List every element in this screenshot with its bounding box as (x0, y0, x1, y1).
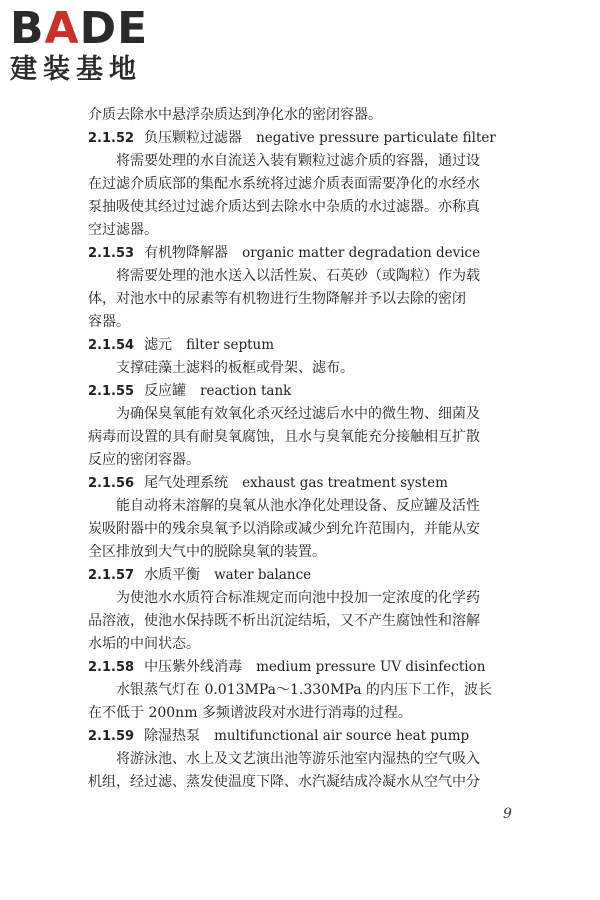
definition-line: 水垢的中间状态。 (88, 636, 200, 652)
entry-term: 尾气处理系统 (144, 475, 229, 491)
continuation-line: 介质去除水中悬浮杂质达到净化水的密闭容器。 (88, 107, 382, 123)
entry-heading (88, 725, 528, 748)
entry-term: 水质平衡 (144, 567, 201, 583)
logo-wordmark (10, 3, 180, 54)
definition-line: 体，对池水中的尿素等有机物进行生物降解并予以去除的密闭 (88, 291, 466, 307)
entry-english-term: organic matter degradation device (242, 245, 481, 261)
entry-term: 除湿热泵 (144, 728, 201, 744)
definition-line: 反应的密闭容器。 (88, 452, 200, 468)
entry-term: 反应罐 (144, 383, 187, 399)
entry-heading (88, 334, 528, 357)
definition-line: 泵抽吸使其经过过滤介质达到去除水中杂质的水过滤器。亦称真 (88, 199, 480, 215)
entry-english-term: exhaust gas treatment system (242, 475, 448, 491)
entry-term: 中压紫外线消毒 (144, 659, 243, 675)
entry-number: 2.1.56 (88, 476, 135, 491)
entry-number: 2.1.59 (88, 729, 135, 744)
entry-heading (88, 472, 528, 495)
entry-english-term: medium pressure UV disinfection (256, 659, 486, 675)
entry-term: 滤元 (144, 337, 173, 353)
document-body (88, 104, 528, 794)
definition-line: 能自动将未溶解的臭氧从池水净化处理设备、反应罐及活性 (116, 498, 480, 514)
entry-term: 有机物降解器 (144, 245, 229, 261)
definition-line: 炭吸附器中的残余臭氧予以消除或减少到允许范围内，并能从安 (88, 521, 480, 537)
logo-letter-b: B (10, 3, 45, 54)
entry-term: 负压颗粒过滤器 (144, 130, 243, 146)
definition-line: 容器。 (88, 314, 130, 330)
entry-heading (88, 242, 528, 265)
entry-english-term: water balance (214, 567, 312, 583)
definition-line: 在过滤介质底部的集配水系统将过滤介质表面需要净化的水经水 (88, 176, 480, 192)
entry-number: 2.1.55 (88, 384, 135, 399)
logo-letter-a: A (44, 3, 80, 54)
bade-logo (10, 3, 180, 86)
definition-line: 病毒而设置的具有耐臭氧腐蚀，且水与臭氧能充分接触相互扩散 (88, 429, 480, 445)
definition-line: 在不低于 200nm 多频谱波段对水进行消毒的过程。 (88, 705, 412, 721)
entry-heading (88, 564, 528, 587)
page-number: 9 (503, 806, 512, 822)
definition-line: 全区排放到大气中的脱除臭氧的装置。 (88, 544, 326, 560)
definition-line: 支撑硅藻土滤料的板框或骨架、滤布。 (116, 360, 354, 376)
entry-english-term: negative pressure particulate filter (256, 130, 496, 146)
entry-heading (88, 127, 528, 150)
entry-heading (88, 656, 528, 679)
definition-line: 空过滤器。 (88, 222, 158, 238)
definition-line: 将需要处理的池水送入以活性炭、石英砂（或陶粒）作为载 (116, 268, 480, 284)
entry-english-term: filter septum (186, 337, 275, 353)
entry-english-term: reaction tank (200, 383, 292, 399)
definition-line: 将需要处理的水自流送入装有颗粒过滤介质的容器，通过设 (116, 153, 480, 169)
definition-line: 品溶液，使池水保持既不析出沉淀结垢，又不产生腐蚀性和溶解 (88, 613, 480, 629)
logo-subtitle: 建装基地 (10, 54, 142, 85)
entry-number: 2.1.52 (88, 131, 135, 146)
entry-number: 2.1.57 (88, 568, 135, 583)
entry-number: 2.1.54 (88, 338, 135, 353)
entry-number: 2.1.53 (88, 246, 135, 261)
entry-english-term: multifunctional air source heat pump (214, 728, 470, 744)
logo-letters-de: DE (79, 3, 149, 54)
definition-line: 将游泳池、水上及文艺演出池等游乐池室内湿热的空气吸入 (116, 751, 480, 767)
definition-line: 机组，经过滤、蒸发使温度下降、水汽凝结成冷凝水从空气中分 (88, 774, 480, 790)
definition-line: 水银蒸气灯在 0.013MPa～1.330MPa 的内压下工作，波长 (116, 682, 493, 698)
definition-line: 为使池水水质符合标准规定而向池中投加一定浓度的化学药 (116, 590, 480, 606)
entry-heading (88, 380, 528, 403)
entry-number: 2.1.58 (88, 660, 135, 675)
definition-line: 为确保臭氧能有效氧化杀灭经过滤后水中的微生物、细菌及 (116, 406, 480, 422)
